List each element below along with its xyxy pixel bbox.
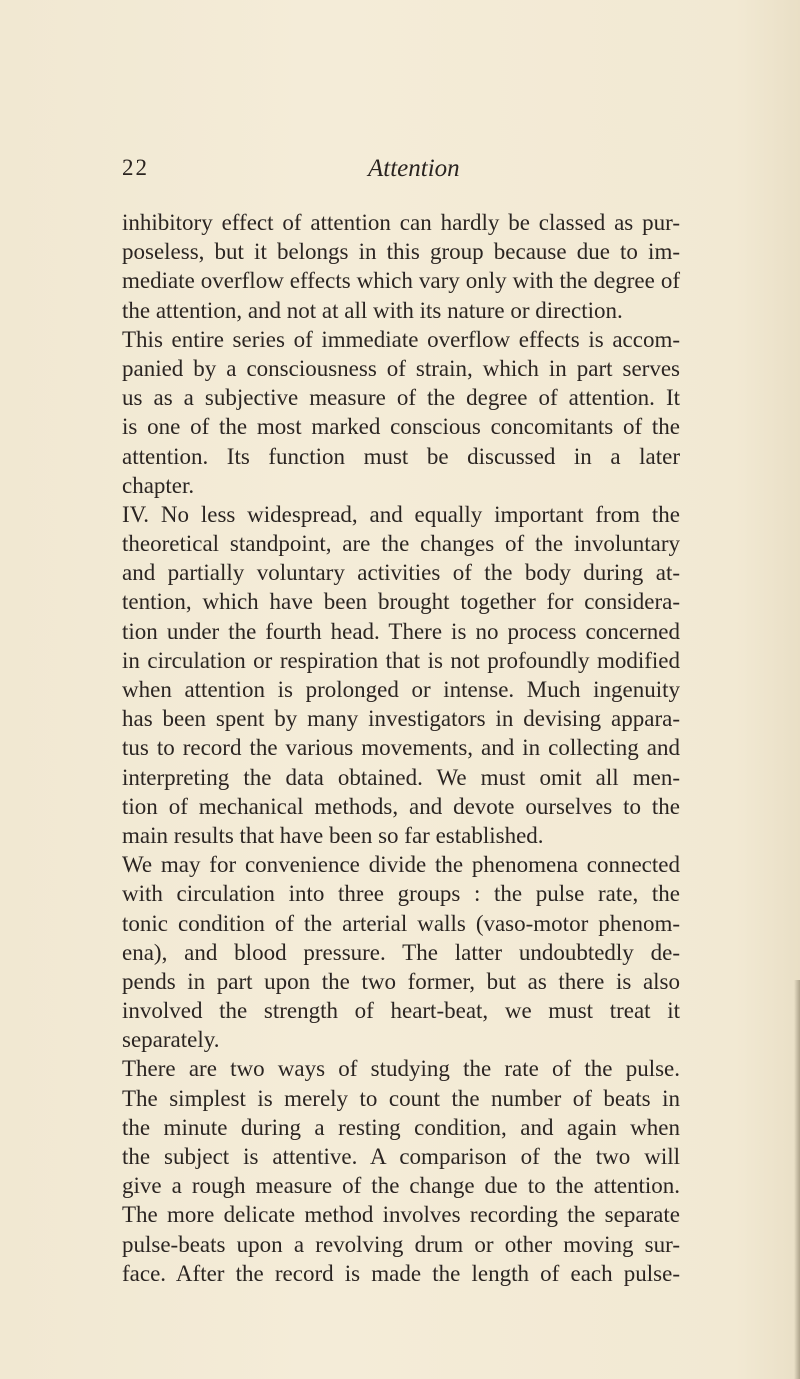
text-line: give a rough measure of the change due to the attention. xyxy=(122,1173,680,1199)
page-number: 22 xyxy=(122,155,149,180)
text-line: tion under the fourth head. There is no process concerned xyxy=(122,618,680,644)
text-line: the subject is attentive. A comparison of the two will xyxy=(122,1144,680,1169)
text-line: tion of mechanical methods, and devote ourselves to the xyxy=(122,793,680,819)
text-line: interpreting the data obtained. We must omit all men- xyxy=(122,764,680,790)
text-line: face. After the record is made the length of each pulse- xyxy=(122,1260,680,1286)
text-line: and partially voluntary activities of the body during at- xyxy=(122,560,680,586)
text-line: poseless, but it belongs in this group because due to im- xyxy=(122,239,680,265)
text-line: the attention, and not at all with its nature or direction. xyxy=(122,297,623,323)
running-title: Attention xyxy=(368,155,460,182)
text-line: The more delicate method involves recording the separate xyxy=(122,1202,680,1228)
text-line: when attention is prolonged or intense. Much ingenuity xyxy=(122,677,680,702)
text-line: tonic condition of the arterial walls (vaso-motor phenom- xyxy=(122,910,680,936)
text-line: ena), and blood pressure. The latter undoubtedly de- xyxy=(122,939,680,965)
text-line: IV. No less widespread, and equally important from the xyxy=(122,501,680,527)
text-line: pulse-beats upon a revolving drum or other moving sur- xyxy=(122,1231,680,1257)
text-line: attention. Its function must be discussed in a later xyxy=(122,443,680,469)
body-text xyxy=(122,208,680,1288)
text-line: tention, which have been brought together for considera- xyxy=(122,589,680,615)
text-line: tus to record the various movements, and in collecting and xyxy=(122,735,680,761)
text-line: main results that have been so far established. xyxy=(122,822,544,848)
text-line: inhibitory effect of attention can hardly be classed as pur- xyxy=(122,210,680,235)
text-line: panied by a consciousness of strain, which in part serves xyxy=(122,355,680,381)
text-line: separately. xyxy=(122,1027,220,1053)
text-line: involved the strength of heart-beat, we must treat it xyxy=(122,998,680,1024)
text-line: The simplest is merely to count the number of beats in xyxy=(122,1085,680,1111)
text-line: chapter. xyxy=(122,472,195,498)
text-line: We may for convenience divide the phenomena connected xyxy=(122,852,680,878)
page-edge-shadow xyxy=(794,980,800,1379)
text-line: has been spent by many investigators in devising appara- xyxy=(122,706,680,732)
text-line: the minute during a resting condition, and again when xyxy=(122,1114,680,1140)
text-line: theoretical standpoint, are the changes of the involuntary xyxy=(122,531,680,557)
text-line: pends in part upon the two former, but as there is also xyxy=(122,968,680,994)
text-line: mediate overflow effects which vary only with the degree of xyxy=(122,268,680,294)
text-line: is one of the most marked conscious concomitants of the xyxy=(122,414,680,440)
text-line: with circulation into three groups : the pulse rate, the xyxy=(122,881,680,907)
text-line: in circulation or respiration that is not profoundly modified xyxy=(122,647,680,673)
text-line: us as a subjective measure of the degree of attention. It xyxy=(122,385,680,411)
text-line: This entire series of immediate overflow effects is accom- xyxy=(122,326,680,352)
page-header xyxy=(122,155,682,189)
text-line: There are two ways of studying the rate of the pulse. xyxy=(122,1056,680,1082)
